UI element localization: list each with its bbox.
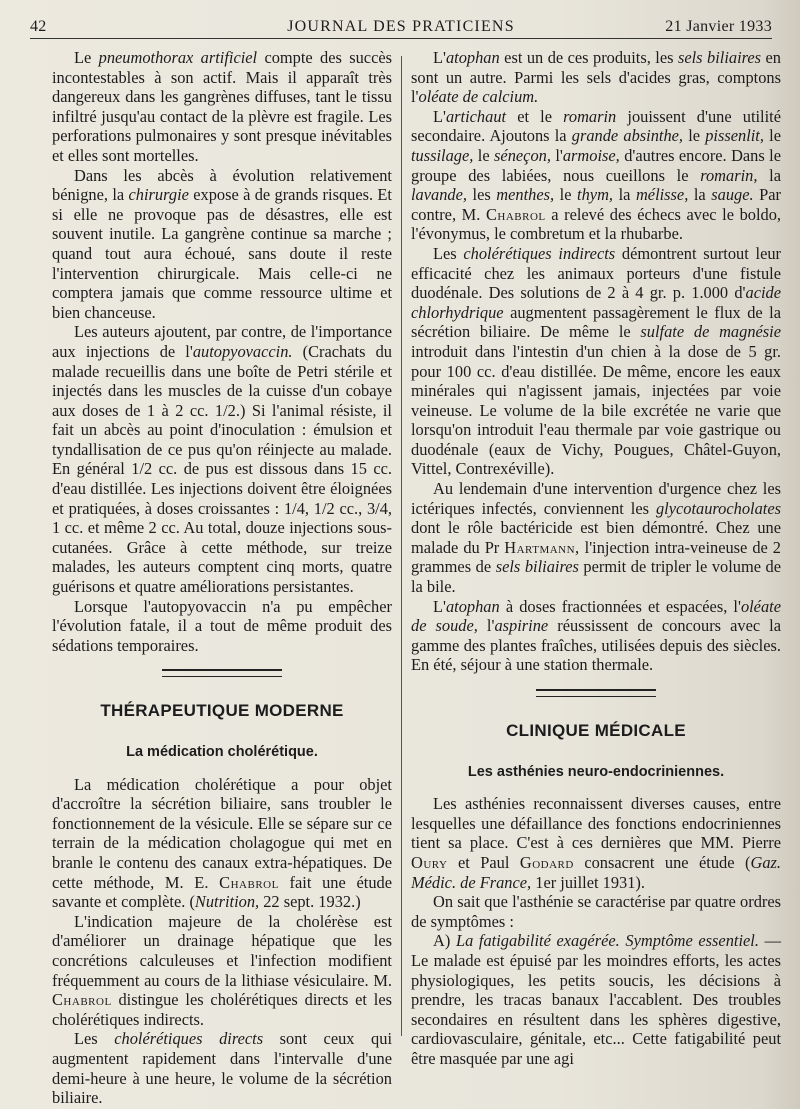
text-run: a relevé des échecs avec le boldo, l'évonymus, le combretum et la rhubarbe. bbox=[411, 204, 782, 244]
text-run: A) bbox=[433, 931, 456, 951]
issue-date: 21 Janvier 1933 bbox=[665, 18, 772, 35]
text-run: dont le rôle bactéricide est bien démontré. Chez une malade du Pr bbox=[411, 518, 781, 557]
author-name: Oury bbox=[411, 852, 448, 872]
text-run: jouissent d'une utilité secondaire. Ajoutons la bbox=[411, 106, 781, 146]
text-run: sont ceux qui augmentent rapidement dans l'intervalle d'une demi-heure à une heure, le volume de la sécrétion biliaire. bbox=[52, 1029, 392, 1108]
emphasis: romarin, bbox=[700, 165, 758, 185]
section-title: CLINIQUE MÉDICALE bbox=[506, 721, 686, 740]
text-run: démontrent surtout leur efficacité chez les animaux porteurs d'une fistule duodénale. Des solutions de 2 à 4 gr. p. 1.000 d' bbox=[411, 243, 781, 303]
header-rule bbox=[30, 38, 772, 39]
author-name: Hartmann, bbox=[504, 537, 580, 557]
text-run: Par contre, M. bbox=[411, 185, 781, 224]
text-run: — Le malade est épuisé par les moindres efforts, les actes physiologiques, les petits soucis, les décisions à prendre, les tracas banaux l'accablent. Des troubles secondaires en résultent dans les sphères digestive, cardiovasculaire, génitale, etc... Cette fatigabilité peut être masquée par une agi bbox=[411, 931, 781, 1068]
text-run: l' bbox=[550, 145, 563, 165]
emphasis: thym, bbox=[577, 185, 614, 205]
paragraph bbox=[52, 1029, 392, 1107]
text-run: expose à de grands risques. Et si elle ne provoque pas de désastres, elle est souvent inutile. La gangrène continue sa marche ; quand tout aura échoué, sans doute il reste l'intervention chirurgicale. Mais celle-ci ne comptera jamais que comme ressource ultime et bien chanceuse. bbox=[52, 185, 392, 322]
text-run: augmentent passagèrement le flux de la sécrétion biliaire. De même le bbox=[411, 302, 781, 342]
text-run: L'indication majeure de la cholérèse est d'améliorer un drainage hépatique que les concrétions calculeuses et l'infection modifient fréquemment au cours de la lithiase vésiculaire. M. bbox=[52, 911, 392, 990]
emphasis: sauge. bbox=[711, 185, 754, 205]
emphasis: oléate de calcium. bbox=[418, 87, 539, 107]
text-run: la bbox=[688, 185, 712, 205]
emphasis: Nutrition, bbox=[194, 892, 260, 912]
emphasis: cholérétiques indirects bbox=[463, 243, 616, 263]
emphasis: mélisse, bbox=[635, 185, 689, 205]
right-column bbox=[411, 48, 781, 1069]
text-run: Les bbox=[433, 243, 464, 263]
left-column bbox=[52, 48, 392, 1108]
text-run: les bbox=[466, 185, 497, 205]
emphasis: atophan bbox=[445, 48, 500, 67]
paragraph bbox=[411, 794, 781, 892]
article-title: La médication cholérétique. bbox=[126, 744, 318, 760]
text-run: L' bbox=[433, 596, 446, 616]
emphasis: pneumothorax artificiel bbox=[98, 48, 258, 67]
paragraph bbox=[52, 597, 392, 656]
text-run: Lorsque l'autopyovaccin n'a pu empêcher l'évolution fatale, il a tout de même produit des sédations temporaires. bbox=[52, 596, 392, 655]
text-run: et le bbox=[506, 106, 564, 126]
text-run: le bbox=[763, 126, 781, 146]
text-run: Le bbox=[74, 48, 99, 67]
text-run: distingue les cholérétiques directs et les cholérétiques indirects. bbox=[52, 990, 392, 1029]
running-header bbox=[30, 14, 772, 40]
paragraph bbox=[52, 775, 392, 912]
emphasis: armoise, bbox=[562, 145, 620, 165]
author-name: Chabrol bbox=[485, 204, 546, 224]
author-name: Godard bbox=[519, 852, 574, 872]
text-run: et Paul bbox=[447, 852, 520, 872]
paragraph bbox=[411, 931, 781, 1068]
text-run: le bbox=[683, 126, 706, 146]
text-run: L' bbox=[433, 106, 446, 126]
emphasis: chirurgie bbox=[128, 185, 189, 205]
column-divider bbox=[401, 56, 402, 1036]
emphasis: sels biliaires bbox=[677, 48, 762, 67]
journal-title: JOURNAL DES PRATICIENS bbox=[287, 18, 515, 35]
page-number: 42 bbox=[30, 18, 47, 35]
text-run: l' bbox=[477, 616, 495, 636]
paragraph bbox=[411, 48, 781, 107]
emphasis: tussilage, bbox=[411, 145, 474, 165]
emphasis: grande absinthe, bbox=[571, 126, 684, 146]
text-run: fait une étude savante et complète. ( bbox=[52, 872, 392, 912]
text-run: L' bbox=[433, 48, 446, 67]
text-run: la bbox=[613, 185, 636, 205]
emphasis: romarin bbox=[563, 106, 617, 126]
text-run: à doses fractionnées et espacées, l' bbox=[499, 596, 741, 616]
emphasis: atophan bbox=[445, 596, 500, 616]
text-run: 22 sept. 1932.) bbox=[259, 892, 361, 912]
emphasis: pissenlit, bbox=[705, 126, 764, 146]
text-run: le bbox=[473, 145, 495, 165]
author-name: Chabrol bbox=[219, 872, 279, 892]
text-run: (Crachats du malade recueillis dans une boîte de Petri stérile et injectés dans les muscles de la cuisse d'un cobaye aux doses de 1 à 2 cc. 1/2.) Si l'animal résiste, il fait un abcès au point d'inoculation : émulsion et tyndallisation de ce pus qu'on réinjecte au malade. En général 1/2 cc. de pus est dissous dans 15 cc. d'eau distillée. Les injections doivent être éloignées et pratiquées, à doses croissantes : 1/4, 1/2 cc., 3/4, 1 cc. et même 2 cc. Au total, douze injections sous-cutanées. Grâce à cette méthode, sur treize malades, les auteurs comptent cinq morts, quatre guérisons et quatre améliorations persistantes. bbox=[52, 341, 393, 597]
text-run: d'autres encore. Dans le groupe des labiées, nous cueillons le bbox=[411, 145, 781, 185]
emphasis: menthes, bbox=[496, 185, 555, 205]
text-run: Au lendemain d'une intervention d'urgence chez les ictériques infectés, conviennent les bbox=[411, 479, 781, 518]
emphasis: oléate de soude, bbox=[411, 596, 781, 636]
text-run: la bbox=[757, 165, 781, 185]
emphasis: séneçon, bbox=[494, 145, 551, 165]
paragraph bbox=[411, 244, 781, 479]
text-run: l'injection intra-veineuse de 2 grammes de bbox=[411, 537, 781, 577]
text-run: Les auteurs ajoutent, par contre, de l'importance aux injections de l' bbox=[52, 322, 392, 361]
text-run: compte des succès incontestables à son actif. Mais il apparaît très dangereux dans les gangrènes diffuses, tant le tissu infiltré jusqu'au contact de la plèvre est fragile. Les perforations pulmonaires y sont presque inévitables et elles sont mortelles. bbox=[52, 48, 393, 165]
text-run: réussissent de concours avec la gamme des plantes fraîches, utilisées depuis des siècles. En été, séjour à une station thermale. bbox=[411, 616, 782, 675]
section-separator bbox=[536, 689, 656, 697]
paragraph bbox=[52, 322, 392, 596]
emphasis: La fatigabilité exagérée. Symptôme essentiel. bbox=[455, 931, 759, 951]
text-run: Les bbox=[74, 1029, 115, 1049]
text-run: en sont un autre. Parmi les sels d'acides gras, comptons l' bbox=[411, 48, 781, 107]
paragraph bbox=[411, 107, 781, 244]
paragraph bbox=[52, 912, 392, 1030]
text-run: La médication cholérétique a pour objet d'accroître la sécrétion biliaire, sans troubler le fonctionnement de la vésicule. Elle se sépare sur ce terrain de la médication cholagogue qui met en branle le contenu des canaux extra-hépatiques. De cette méthode, M. E. bbox=[52, 774, 392, 892]
paragraph bbox=[52, 48, 392, 166]
emphasis: autopyovaccin. bbox=[192, 341, 293, 361]
emphasis: cholérétiques directs bbox=[114, 1029, 264, 1049]
text-run: Les asthénies reconnaissent diverses causes, entre lesquelles une défaillance des fonctions endocriniennes tient sa place. C'est à ces dernières que MM. Pierre bbox=[411, 794, 781, 853]
emphasis: aspirine bbox=[494, 616, 549, 636]
paragraph bbox=[52, 166, 392, 323]
text-run: le bbox=[554, 185, 578, 205]
emphasis: sels biliaires bbox=[495, 557, 579, 577]
author-name: Chabrol bbox=[52, 990, 112, 1010]
emphasis: sulfate de magnésie bbox=[640, 322, 782, 342]
text-run: est un de ces produits, les bbox=[499, 48, 678, 67]
emphasis: glycotaurocholates bbox=[655, 498, 781, 518]
text-run: permit de tripler le volume de la bile. bbox=[411, 557, 782, 597]
emphasis: acide chlorhydrique bbox=[411, 283, 781, 322]
paragraph bbox=[411, 597, 781, 675]
emphasis: Gaz. Médic. de France, bbox=[411, 852, 781, 892]
emphasis: lavande, bbox=[411, 185, 467, 205]
paragraph bbox=[411, 479, 781, 597]
text-run: On sait que l'asthénie se caractérise par quatre ordres de symptômes : bbox=[411, 892, 781, 931]
text-run: 1er juillet 1931). bbox=[531, 872, 645, 892]
text-run: introduit dans l'intestin d'un chien à la dose de 5 gr. pour 100 cc. d'eau distillée. De même, encore les eaux minérales qui n'agissent jamais, injectées par voie veineuse. Le volume de la bile excrétée ne varie que lorsqu'on introduit l'eau thermale par voie gastrique ou duodénale (eaux de Vichy, Pougues, Châtel-Guyon, Vittel, Contrexéville). bbox=[411, 341, 781, 479]
paragraph bbox=[411, 892, 781, 931]
section-separator bbox=[162, 669, 282, 677]
section-title: THÉRAPEUTIQUE MODERNE bbox=[100, 701, 344, 721]
text-run: Dans les abcès à évolution relativement bénigne, la bbox=[52, 165, 392, 205]
article-title: Les asthénies neuro-endocriniennes. bbox=[467, 763, 725, 780]
emphasis: artichaut bbox=[445, 106, 507, 126]
text-run: consacrent une étude ( bbox=[573, 852, 751, 872]
